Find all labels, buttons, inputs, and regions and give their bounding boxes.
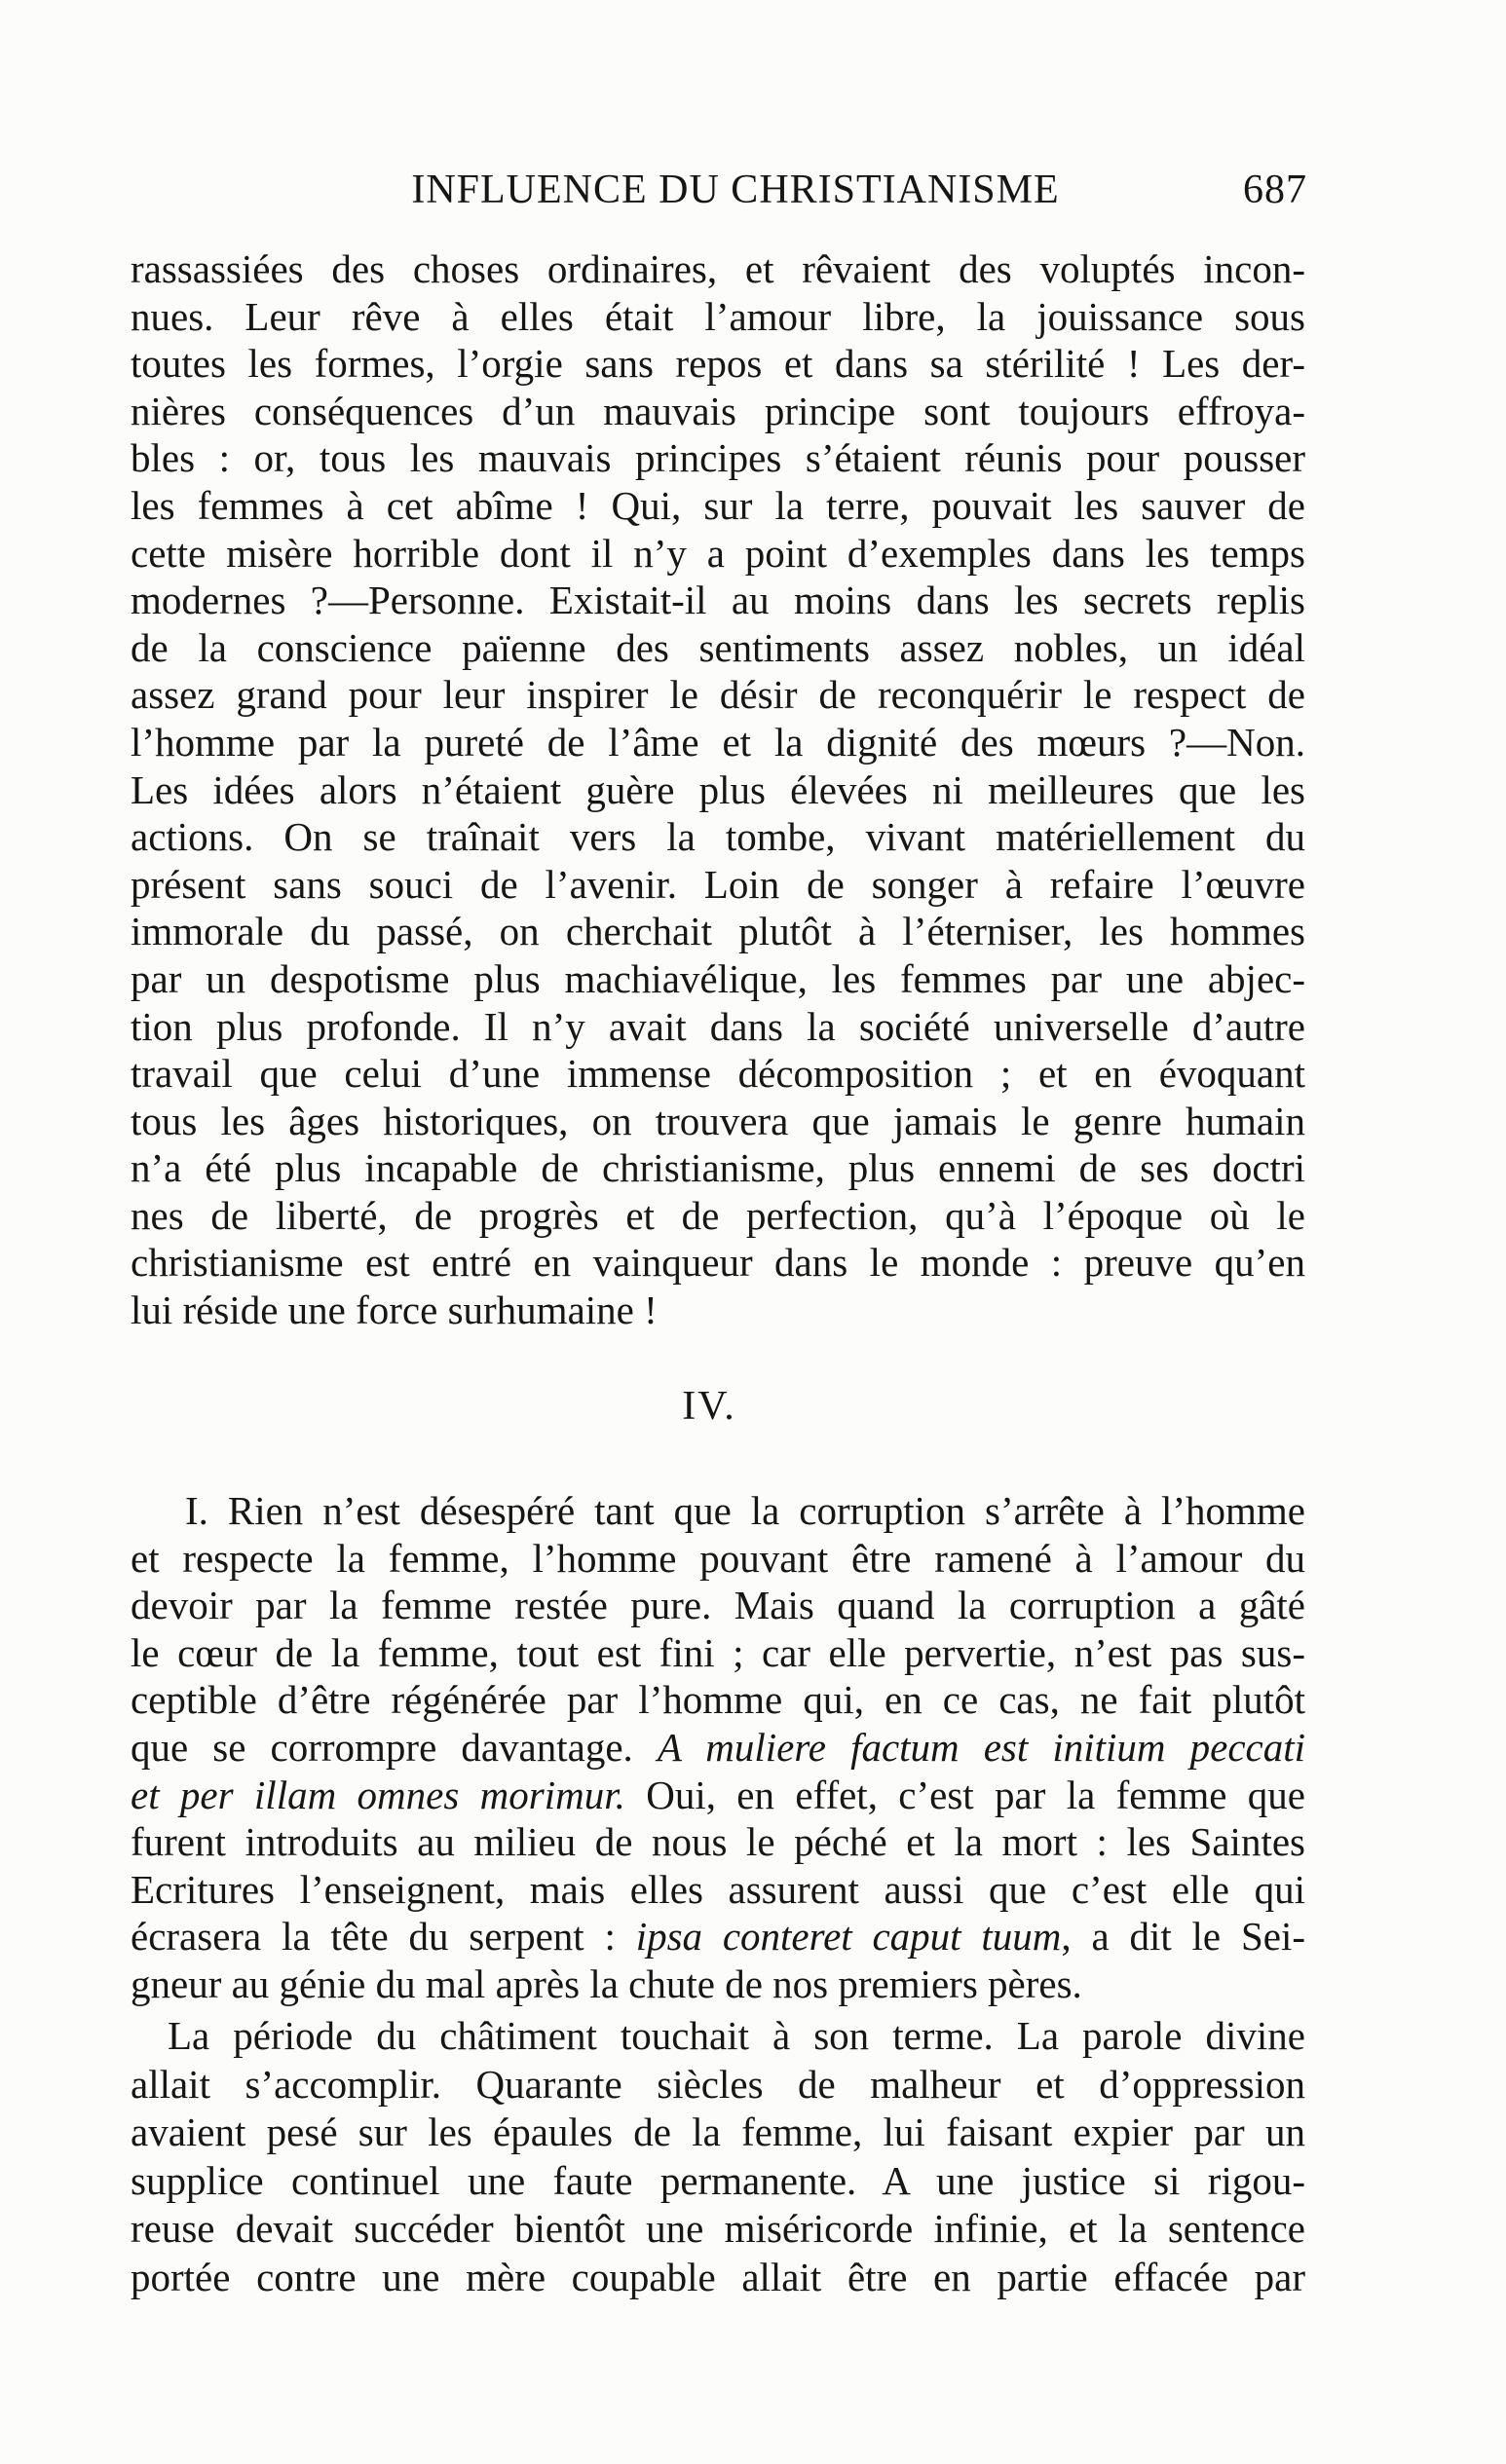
- text-line: nières conséquences d’un mauvais principe sont toujours effroya-: [131, 388, 1305, 433]
- text-line: I. Rien n’est désespéré tant que la corruption s’arrête à l’homme: [185, 1488, 1305, 1533]
- latin-quote: et per illam omnes morimur.: [131, 1772, 625, 1817]
- text-line: rassassiées des choses ordinaires, et rêvaient des voluptés incon-: [131, 246, 1305, 291]
- text-line: christianisme est entré en vainqueur dans le monde : preuve qu’en: [131, 1240, 1305, 1286]
- text-line: nues. Leur rêve à elles était l’amour libre, la jouissance sous: [131, 293, 1305, 339]
- text-line: l’homme par la pureté de l’âme et la dignité des mœurs ?—Non.: [131, 719, 1305, 765]
- text-segment: que se corrompre davantage.: [131, 1724, 658, 1770]
- text-line: lui réside une force surhumaine !: [131, 1288, 658, 1333]
- text-line: tous les âges historiques, on trouvera que jamais le genre humain: [131, 1098, 1305, 1143]
- text-line: [131, 1913, 1305, 1960]
- text-line: présent sans souci de l’avenir. Loin de songer à refaire l’œuvre: [131, 861, 1305, 907]
- text-line: actions. On se traînait vers la tombe, vivant matériellement du: [131, 814, 1305, 860]
- paragraph-3: [131, 2012, 1305, 2301]
- text-line: gneur au génie du mal après la chute de nos premiers pères.: [131, 1960, 1082, 2006]
- text-line: portée contre une mère coupable allait être en partie effacée par: [131, 2254, 1305, 2299]
- text-line: toutes les formes, l’orgie sans repos et dans sa stérilité ! Les der-: [131, 341, 1305, 387]
- page-number: 687: [1243, 168, 1307, 212]
- text-line: travail que celui d’une immense décomposition ; et en évoquant: [131, 1051, 1305, 1097]
- text-line: tion plus profonde. Il n’y avait dans la société universelle d’autre: [131, 1003, 1305, 1049]
- paragraph-1: [131, 245, 1305, 1334]
- text-line: le cœur de la femme, tout est fini ; car elle pervertie, n’est pas sus-: [131, 1629, 1305, 1675]
- paragraph-2: [131, 1487, 1305, 2008]
- latin-quote: A muliere factum est initium peccati: [657, 1724, 1305, 1770]
- text-line: par un despotisme plus machiavélique, les femmes par une abjec-: [131, 955, 1305, 1001]
- text-line: supplice continuel une faute permanente. A une justice si rigou-: [131, 2157, 1305, 2203]
- text-segment: , a dit le Sei-: [1061, 1914, 1305, 1960]
- text-line: [131, 1724, 1305, 1772]
- text-line: devoir par la femme restée pure. Mais quand la corruption a gâté: [131, 1583, 1305, 1628]
- text-line: immorale du passé, on cherchait plutôt à l’éterniser, les hommes: [131, 909, 1305, 954]
- text-line: avaient pesé sur les épaules de la femme, lui faisant expier par un: [131, 2109, 1305, 2154]
- text-line: les femmes à cet abîme ! Qui, sur la terre, pouvait les sauver de: [131, 482, 1305, 528]
- text-line: ceptible d’être régénérée par l’homme qui, en ce cas, ne fait plutôt: [131, 1677, 1305, 1723]
- text-line: [131, 1772, 1305, 1819]
- text-line: Les idées alors n’étaient guère plus élevées ni meilleures que les: [131, 766, 1305, 812]
- text-line: allait s’accomplir. Quarante siècles de malheur et d’oppression: [131, 2061, 1305, 2107]
- text-line: assez grand pour leur inspirer le désir de reconquérir le respect de: [131, 672, 1305, 718]
- text-line: La période du châtiment touchait à son terme. La parole divine: [168, 2013, 1305, 2058]
- latin-quote: ipsa conteret caput tuum: [635, 1914, 1062, 1960]
- text-segment: Oui, en effet, c’est par la femme que: [624, 1772, 1305, 1817]
- text-segment: écrasera la tête du serpent :: [131, 1914, 636, 1960]
- text-line: n’a été plus incapable de christianisme, plus ennemi de ses doctri: [131, 1145, 1305, 1191]
- text-line: Ecritures l’enseignent, mais elles assurent aussi que c’est elle qui: [131, 1866, 1305, 1912]
- running-title: INFLUENCE DU CHRISTIANISME: [411, 168, 1060, 212]
- text-line: nes de liberté, de progrès et de perfection, qu’à l’époque où le: [131, 1192, 1305, 1238]
- text-line: bles : or, tous les mauvais principes s’étaient réunis pour pousser: [131, 435, 1305, 481]
- text-line: cette misère horrible dont il n’y a point d’exemples dans les temps: [131, 530, 1305, 576]
- text-line: modernes ?—Personne. Existait-il au moins dans les secrets replis: [131, 578, 1305, 623]
- text-line: furent introduits au milieu de nous le péché et la mort : les Saintes: [131, 1819, 1305, 1865]
- text-line: reuse devait succéder bientôt une miséricorde infinie, et la sentence: [131, 2206, 1305, 2251]
- text-line: et respecte la femme, l’homme pouvant être ramené à l’amour du: [131, 1535, 1305, 1581]
- section-heading: IV.: [682, 1384, 736, 1429]
- text-line: de la conscience païenne des sentiments assez nobles, un idéal: [131, 624, 1305, 670]
